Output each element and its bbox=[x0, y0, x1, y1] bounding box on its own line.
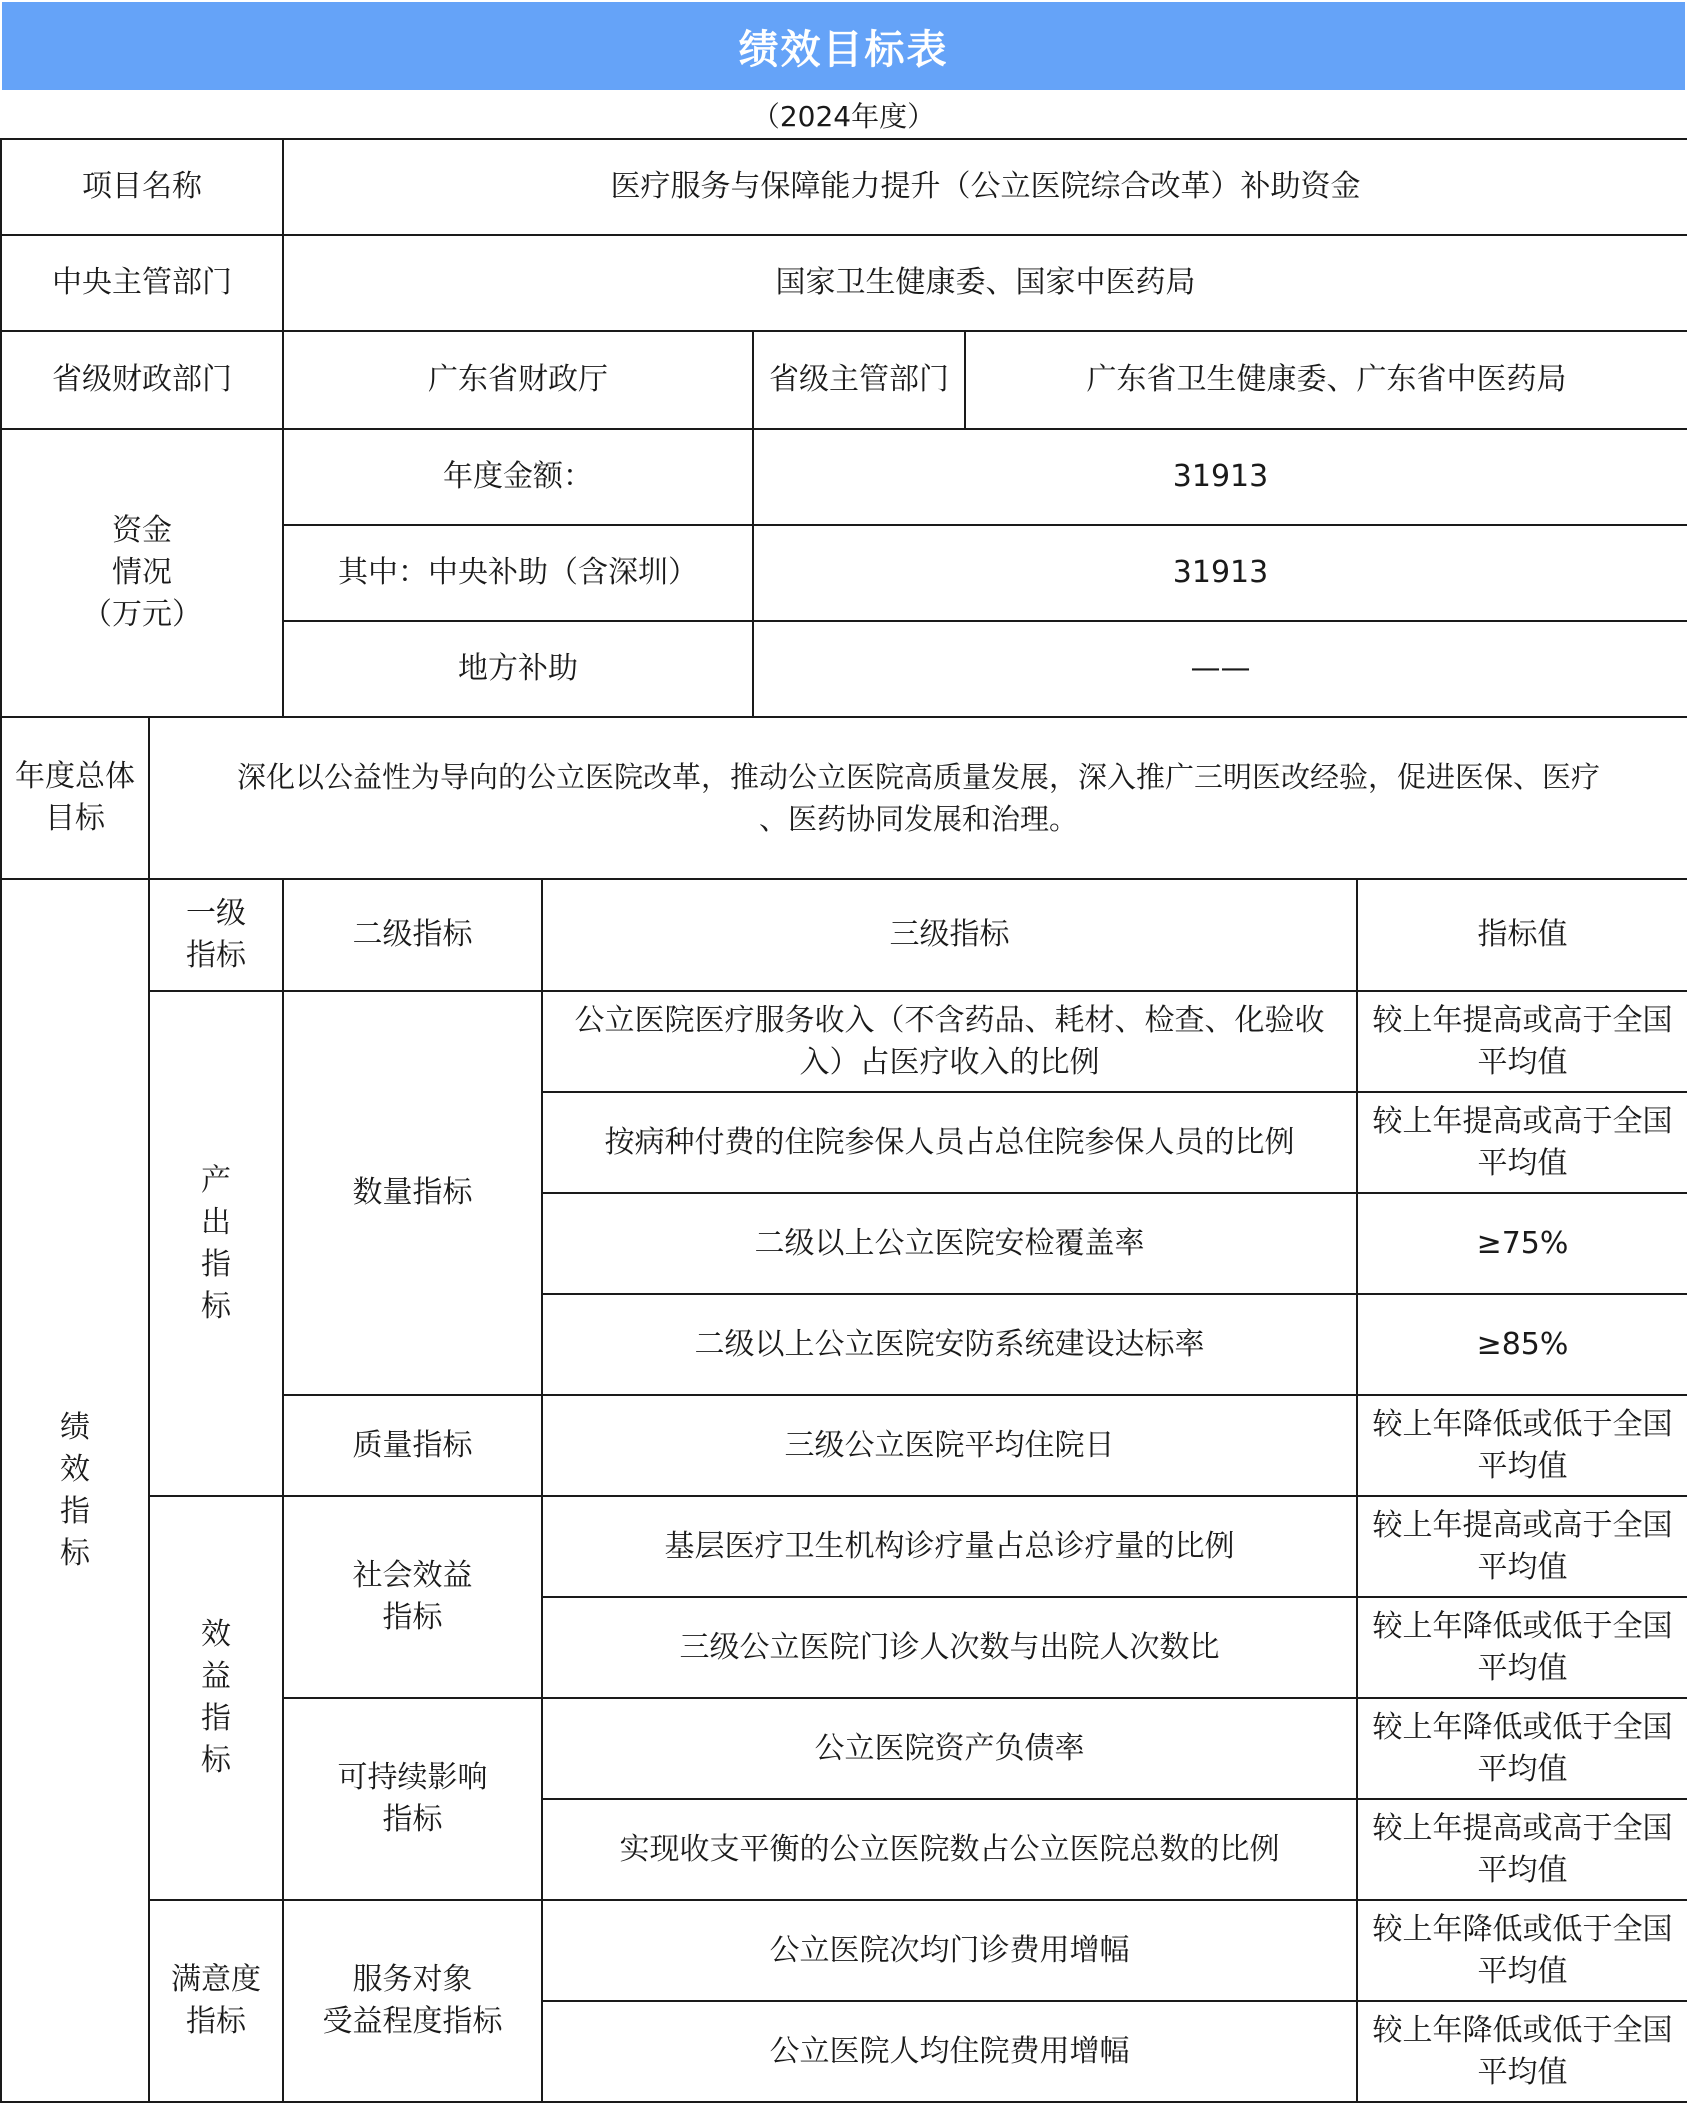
indicator-value-line: 平均值 bbox=[1477, 1448, 1568, 1484]
label-char: 标 bbox=[201, 1288, 231, 1324]
indicator-value-line: 较上年降低或低于全国 bbox=[1372, 1608, 1673, 1644]
indicator-value-line: 较上年降低或低于全国 bbox=[1372, 2012, 1673, 2048]
indicator-value-line: 较上年降低或低于全国 bbox=[1372, 1709, 1673, 1745]
section-label-char: 指 bbox=[60, 1493, 90, 1529]
indicator-name: 公立医院次均门诊费用增幅 bbox=[542, 1900, 1357, 2001]
label-char: 指 bbox=[201, 1246, 231, 1282]
label-char: 产 bbox=[201, 1162, 231, 1198]
goal-text bbox=[149, 717, 1687, 879]
indicator-value-line: 平均值 bbox=[1477, 1044, 1568, 1080]
indicator-name-line: 公立医院医疗服务收入（不含药品、耗材、检查、化验收 bbox=[574, 1002, 1325, 1038]
indicators-section-label bbox=[1, 879, 149, 2102]
indicator-row bbox=[1, 991, 1687, 1092]
label-char: 效 bbox=[201, 1617, 231, 1652]
label-char: 出 bbox=[201, 1204, 231, 1240]
label-char: 指 bbox=[201, 1701, 231, 1736]
indicator-name-line: 入）占医疗收入的比例 bbox=[799, 1044, 1100, 1080]
annual-amount-label: 年度金额： bbox=[283, 429, 753, 525]
section-label-char: 绩 bbox=[60, 1409, 90, 1445]
indicator-value-line: 较上年提高或高于全国 bbox=[1372, 1810, 1673, 1846]
goal-row bbox=[1, 717, 1687, 879]
indicator-value bbox=[1357, 991, 1687, 1092]
header-level3: 三级指标 bbox=[542, 879, 1357, 991]
header-value: 指标值 bbox=[1357, 879, 1687, 991]
label-char: 标 bbox=[201, 1743, 231, 1778]
indicator-name: 公立医院资产负债率 bbox=[542, 1698, 1357, 1799]
indicator-value bbox=[1357, 1496, 1687, 1597]
local-subsidy-label: 地方补助 bbox=[283, 621, 753, 717]
central-dept-label: 中央主管部门 bbox=[1, 235, 283, 331]
indicator-value bbox=[1357, 1597, 1687, 1698]
project-row bbox=[1, 139, 1687, 235]
goal-label-line: 目标 bbox=[45, 801, 105, 836]
indicator-value-line: 平均值 bbox=[1477, 1145, 1568, 1181]
indicator-name: 三级公立医院平均住院日 bbox=[542, 1395, 1357, 1496]
indicator-value bbox=[1357, 1799, 1687, 1900]
provincial-finance-label: 省级财政部门 bbox=[1, 331, 283, 429]
header-level1 bbox=[149, 879, 283, 991]
indicator-value-line: 平均值 bbox=[1477, 1751, 1568, 1787]
provincial-admin-label: 省级主管部门 bbox=[754, 332, 966, 428]
indicator-value-line: 平均值 bbox=[1477, 1549, 1568, 1585]
indicator-name: 公立医院人均住院费用增幅 bbox=[542, 2001, 1357, 2102]
label-line: 指标 bbox=[382, 1600, 443, 1635]
indicator-row bbox=[1, 1496, 1687, 1597]
funds-label-line: 资金 bbox=[112, 513, 172, 548]
section-label-char: 效 bbox=[60, 1451, 90, 1487]
label-line: 可持续影响 bbox=[337, 1760, 488, 1795]
central-dept-row bbox=[1, 235, 1687, 331]
quality-indicator-label: 质量指标 bbox=[283, 1395, 542, 1496]
central-subsidy-label: 其中：中央补助（含深圳） bbox=[283, 525, 753, 621]
provincial-admin-value: 广东省卫生健康委、广东省中医药局 bbox=[1086, 362, 1567, 397]
indicator-value bbox=[1357, 1395, 1687, 1496]
indicator-name: 三级公立医院门诊人次数与出院人次数比 bbox=[542, 1597, 1357, 1698]
indicator-value-line: 平均值 bbox=[1477, 1650, 1568, 1686]
header-line: 指标 bbox=[186, 938, 246, 973]
header-level2: 二级指标 bbox=[283, 879, 542, 991]
indicator-value-line: 平均值 bbox=[1477, 1852, 1568, 1888]
label-line: 受益程度指标 bbox=[322, 2004, 503, 2039]
label-line: 社会效益 bbox=[352, 1558, 473, 1593]
indicator-name: 二级以上公立医院安检覆盖率 bbox=[542, 1193, 1357, 1294]
indicator-name: 基层医疗卫生机构诊疗量占总诊疗量的比例 bbox=[542, 1496, 1357, 1597]
local-subsidy-value: —— bbox=[753, 621, 1687, 717]
indicator-value-line: 较上年提高或高于全国 bbox=[1372, 1507, 1673, 1543]
indicator-header-row bbox=[1, 879, 1687, 991]
funds-label-line: （万元） bbox=[82, 597, 202, 632]
indicator-value-line: 平均值 bbox=[1477, 1953, 1568, 1989]
funds-label bbox=[1, 429, 283, 717]
provincial-finance-value: 广东省财政厅 bbox=[283, 331, 753, 429]
project-label: 项目名称 bbox=[1, 139, 283, 235]
goal-text-line: 深化以公益性为导向的公立医院改革，推动公立医院高质量发展，深入推广三明医改经验，促进医保、医疗 bbox=[236, 760, 1600, 794]
indicator-value bbox=[1357, 1698, 1687, 1799]
label-line: 指标 bbox=[382, 1802, 443, 1837]
indicator-value bbox=[1357, 1092, 1687, 1193]
indicator-name bbox=[542, 991, 1357, 1092]
indicator-name: 实现收支平衡的公立医院数占公立医院总数的比例 bbox=[542, 1799, 1357, 1900]
label-line: 服务对象 bbox=[352, 1962, 473, 1997]
indicator-value-line: 较上年降低或低于全国 bbox=[1372, 1406, 1673, 1442]
funds-annual-row bbox=[1, 429, 1687, 525]
label-char: 益 bbox=[201, 1659, 231, 1694]
output-indicator-label bbox=[149, 991, 283, 1496]
goal-label-line: 年度总体 bbox=[15, 759, 135, 794]
quantity-indicator-label: 数量指标 bbox=[283, 991, 542, 1395]
project-value: 医疗服务与保障能力提升（公立医院综合改革）补助资金 bbox=[283, 139, 1687, 235]
sustainable-impact-label bbox=[283, 1698, 542, 1900]
label-line: 满意度 bbox=[171, 1962, 261, 1997]
indicator-value: ≥85% bbox=[1357, 1294, 1687, 1395]
performance-target-table bbox=[0, 138, 1687, 2103]
provincial-row bbox=[1, 331, 1687, 429]
page-title: 绩效目标表 bbox=[2, 2, 1685, 90]
indicator-value bbox=[1357, 1900, 1687, 2001]
funds-label-line: 情况 bbox=[112, 555, 172, 590]
satisfaction-indicator-label bbox=[149, 1900, 283, 2102]
fiscal-year: （2024年度） bbox=[751, 100, 936, 133]
indicator-value: ≥75% bbox=[1357, 1193, 1687, 1294]
provincial-admin-cell bbox=[753, 331, 1687, 429]
label-line: 指标 bbox=[186, 2004, 246, 2039]
indicator-value-line: 平均值 bbox=[1477, 2054, 1568, 2090]
indicator-row bbox=[1, 1900, 1687, 2001]
indicator-value-line: 较上年降低或低于全国 bbox=[1372, 1911, 1673, 1947]
benefit-indicator-label bbox=[149, 1496, 283, 1900]
indicator-value-line: 较上年提高或高于全国 bbox=[1372, 1103, 1673, 1139]
service-benefit-label bbox=[283, 1900, 542, 2102]
central-subsidy-value: 31913 bbox=[753, 525, 1687, 621]
header-line: 一级 bbox=[186, 896, 246, 931]
goal-text-line: 、医药协同发展和治理。 bbox=[758, 802, 1078, 836]
annual-amount-value: 31913 bbox=[753, 429, 1687, 525]
central-dept-value: 国家卫生健康委、国家中医药局 bbox=[283, 235, 1687, 331]
indicator-name: 二级以上公立医院安防系统建设达标率 bbox=[542, 1294, 1357, 1395]
indicator-value bbox=[1357, 2001, 1687, 2102]
section-label-char: 标 bbox=[60, 1535, 90, 1571]
indicator-name: 按病种付费的住院参保人员占总住院参保人员的比例 bbox=[542, 1092, 1357, 1193]
indicator-value-line: 较上年提高或高于全国 bbox=[1372, 1002, 1673, 1038]
goal-label bbox=[1, 717, 149, 879]
social-benefit-label bbox=[283, 1496, 542, 1698]
